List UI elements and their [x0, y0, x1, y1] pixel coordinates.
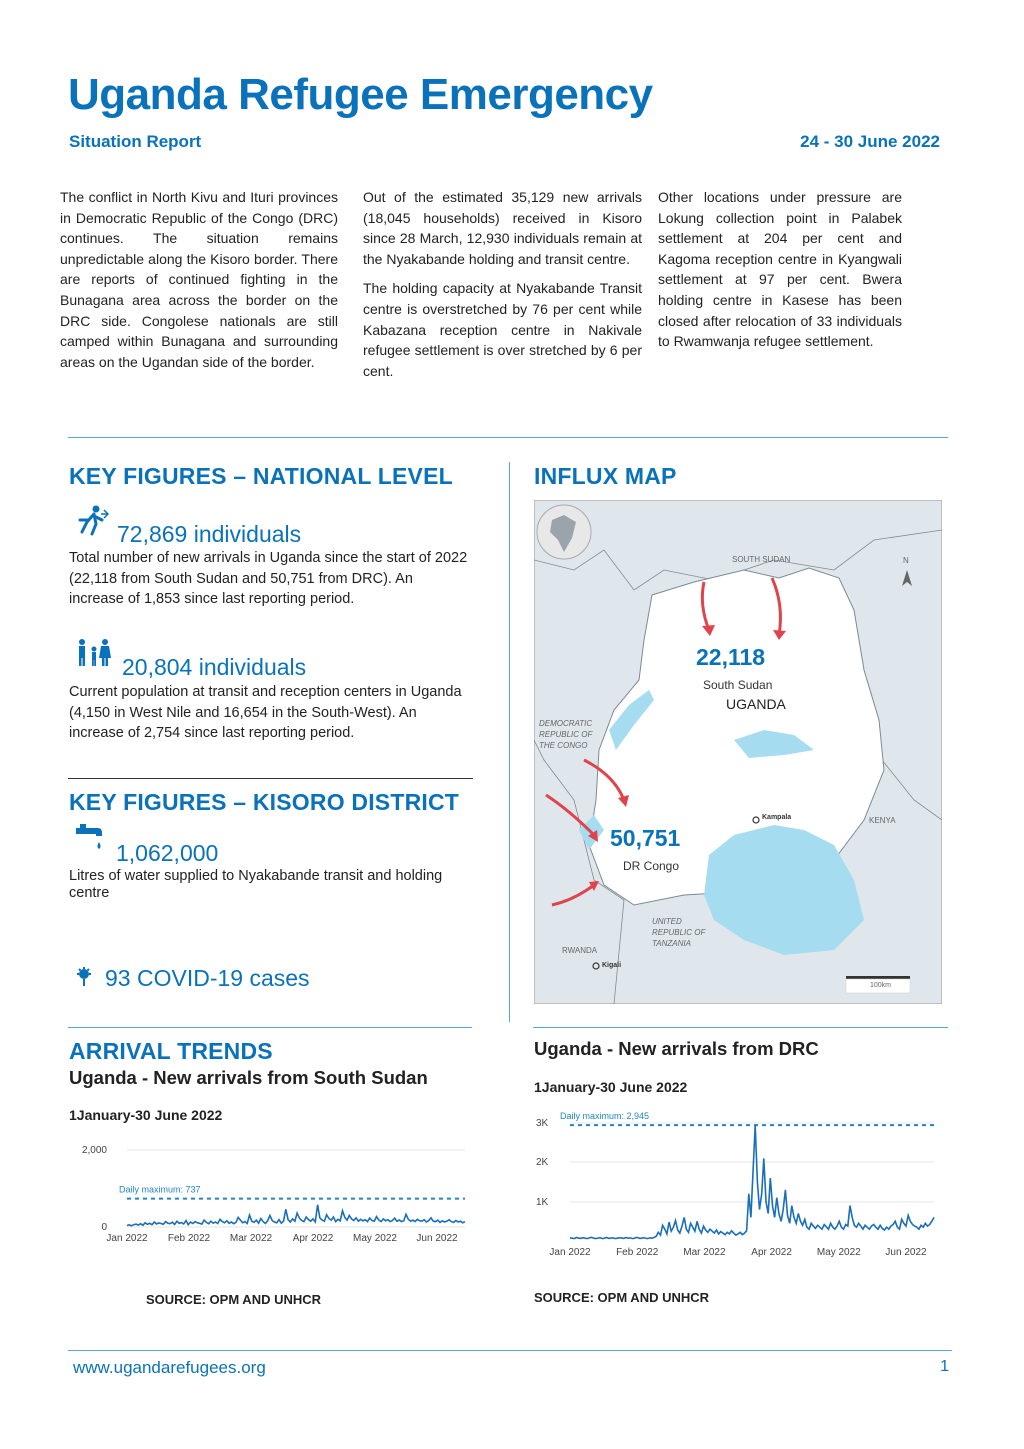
daily-maximum-label: Daily maximum: 2,945	[560, 1111, 650, 1122]
x-tick-label: Apr 2022	[751, 1247, 792, 1258]
drc-arrivals-value: 50,751	[610, 825, 681, 851]
south-sudan-arrivals-value: 22,118	[696, 644, 766, 670]
footer-website-link[interactable]: www.ugandarefugees.org	[73, 1358, 266, 1377]
chart-south-sudan-title: Uganda - New arrivals from South Sudan	[69, 1067, 428, 1088]
south-sudan-arrivals-label: South Sudan	[703, 678, 773, 692]
new-arrivals-value: 72,869 individuals	[117, 521, 302, 547]
influx-map-heading: INFLUX MAP	[534, 463, 677, 489]
x-tick-label: Apr 2022	[292, 1233, 334, 1244]
intro-paragraph: Other locations under pressure are Lokung collection point in Palabek settlement at 204 per cent and Kagoma reception centre in Kyangwali settlement at 97 per cent. Bwera holding centre in Kasese has been closed after relocation of 33 individuals to Rwamwanja refugee settlement.	[658, 189, 902, 350]
influx-map	[534, 500, 942, 1004]
chart-drc-title: Uganda - New arrivals from DRC	[534, 1038, 819, 1059]
intro-paragraph: Out of the estimated 35,129 new arrivals (18,045 households) received in Kisoro since 28 March, 12,930 individuals remain at the Nyakabande holding and transit centre.	[363, 189, 642, 267]
x-tick-label: Jun 2022	[885, 1247, 927, 1258]
x-tick-label: Jun 2022	[416, 1233, 458, 1244]
map-label-drc: DEMOCRATIC REPUBLIC OF THE CONGO	[539, 719, 593, 750]
map-label-kigali: Kigali	[602, 962, 622, 969]
key-figures-national-heading: KEY FIGURES – NATIONAL LEVEL	[69, 463, 453, 489]
map-label-south-sudan: SOUTH SUDAN	[732, 555, 791, 564]
chart-south-sudan-source: SOURCE: OPM AND UNHCR	[146, 1292, 322, 1307]
transit-population-description: Current population at transit and reception centers in Uganda (4,150 in West Nile and 16,654 in the South-West). An increase of 2,754 since last reporting period.	[69, 684, 462, 741]
water-supplied-value: 1,062,000	[116, 840, 219, 866]
arrival-trends-heading: ARRIVAL TRENDS	[69, 1038, 273, 1064]
intro-paragraph: The conflict in North Kivu and Ituri provinces in Democratic Republic of the Congo (DRC) continues. The situation remains unpredictable along the Kisoro border. There are reports of continued fighting in the Bunagana area across the border on the DRC side. Congolese nationals are still camped within Bunagana and surrounding areas on the Ugandan side of the border.	[60, 189, 338, 370]
intro-paragraph: The holding capacity at Nyakabande Transit centre is overstretched by 76 per cent while Kabazana reception centre in Nakivale refugee settlement is over stretched by 6 per cent.	[363, 280, 642, 379]
series-line	[127, 1205, 465, 1226]
x-tick-label: Jan 2022	[106, 1233, 148, 1244]
page-number: 1	[940, 1358, 949, 1375]
map-label-kenya: KENYA	[869, 816, 896, 825]
x-tick-label: Mar 2022	[229, 1233, 273, 1244]
section-divider	[68, 1027, 472, 1028]
covid-cases-value: 93 COVID-19 cases	[105, 965, 310, 991]
intro-column-2	[363, 187, 642, 390]
chart-drc-source: SOURCE: OPM AND UNHCR	[534, 1290, 710, 1305]
section-divider	[68, 437, 948, 438]
y-tick-label: 2,000	[81, 1145, 107, 1156]
map-scale-label: 100km	[870, 982, 892, 989]
uganda-country-label: UGANDA	[726, 696, 786, 712]
x-tick-label: May 2022	[353, 1233, 397, 1244]
daily-maximum-label: Daily maximum: 737	[119, 1184, 201, 1195]
y-tick-label: 3K	[536, 1118, 549, 1129]
x-tick-label: Mar 2022	[683, 1247, 726, 1258]
y-tick-label: 2K	[536, 1157, 549, 1168]
report-title: Uganda Refugee Emergency	[68, 70, 653, 119]
chart-south-sudan	[69, 1135, 479, 1250]
chart-drc-subtitle: 1January-30 June 2022	[534, 1079, 688, 1095]
x-tick-label: Feb 2022	[616, 1247, 659, 1258]
intro-column-3	[658, 187, 902, 361]
new-arrivals-icon	[74, 504, 110, 545]
covid-virus-icon	[74, 966, 94, 993]
column-divider	[509, 462, 510, 1022]
section-divider	[68, 778, 473, 779]
key-figures-kisoro-heading: KEY FIGURES – KISORO DISTRICT	[69, 789, 460, 815]
x-tick-label: Feb 2022	[167, 1233, 211, 1244]
section-divider	[533, 1027, 948, 1028]
y-tick-label: 1K	[536, 1197, 549, 1208]
footer-divider	[68, 1350, 952, 1351]
report-date: 24 - 30 June 2022	[800, 132, 940, 151]
chart-south-sudan-subtitle: 1January-30 June 2022	[69, 1107, 223, 1123]
water-tap-icon	[74, 824, 104, 863]
drc-arrivals-label: DR Congo	[623, 859, 680, 873]
transit-population-value: 20,804 individuals	[122, 654, 307, 680]
north-arrow-label: N	[903, 556, 909, 565]
map-label-kampala: Kampala	[762, 814, 792, 821]
intro-column-1	[60, 187, 338, 381]
water-supplied-description: Litres of water supplied to Nyakabande transit and holding centre	[69, 868, 443, 901]
family-icon	[75, 638, 113, 673]
series-line	[570, 1125, 934, 1238]
chart-drc	[534, 1110, 946, 1265]
report-subtitle: Situation Report	[69, 132, 202, 151]
x-tick-label: Jan 2022	[549, 1247, 591, 1258]
map-label-rwanda: RWANDA	[562, 946, 598, 955]
x-tick-label: May 2022	[816, 1247, 861, 1258]
map-label-tanzania: UNITED REPUBLIC OF TANZANIA	[652, 917, 706, 948]
y-tick-label: 0	[101, 1222, 107, 1233]
new-arrivals-description: Total number of new arrivals in Uganda since the start of 2022 (22,118 from South Sudan and 50,751 from DRC). An increase of 1,853 since last reporting period.	[69, 550, 468, 607]
